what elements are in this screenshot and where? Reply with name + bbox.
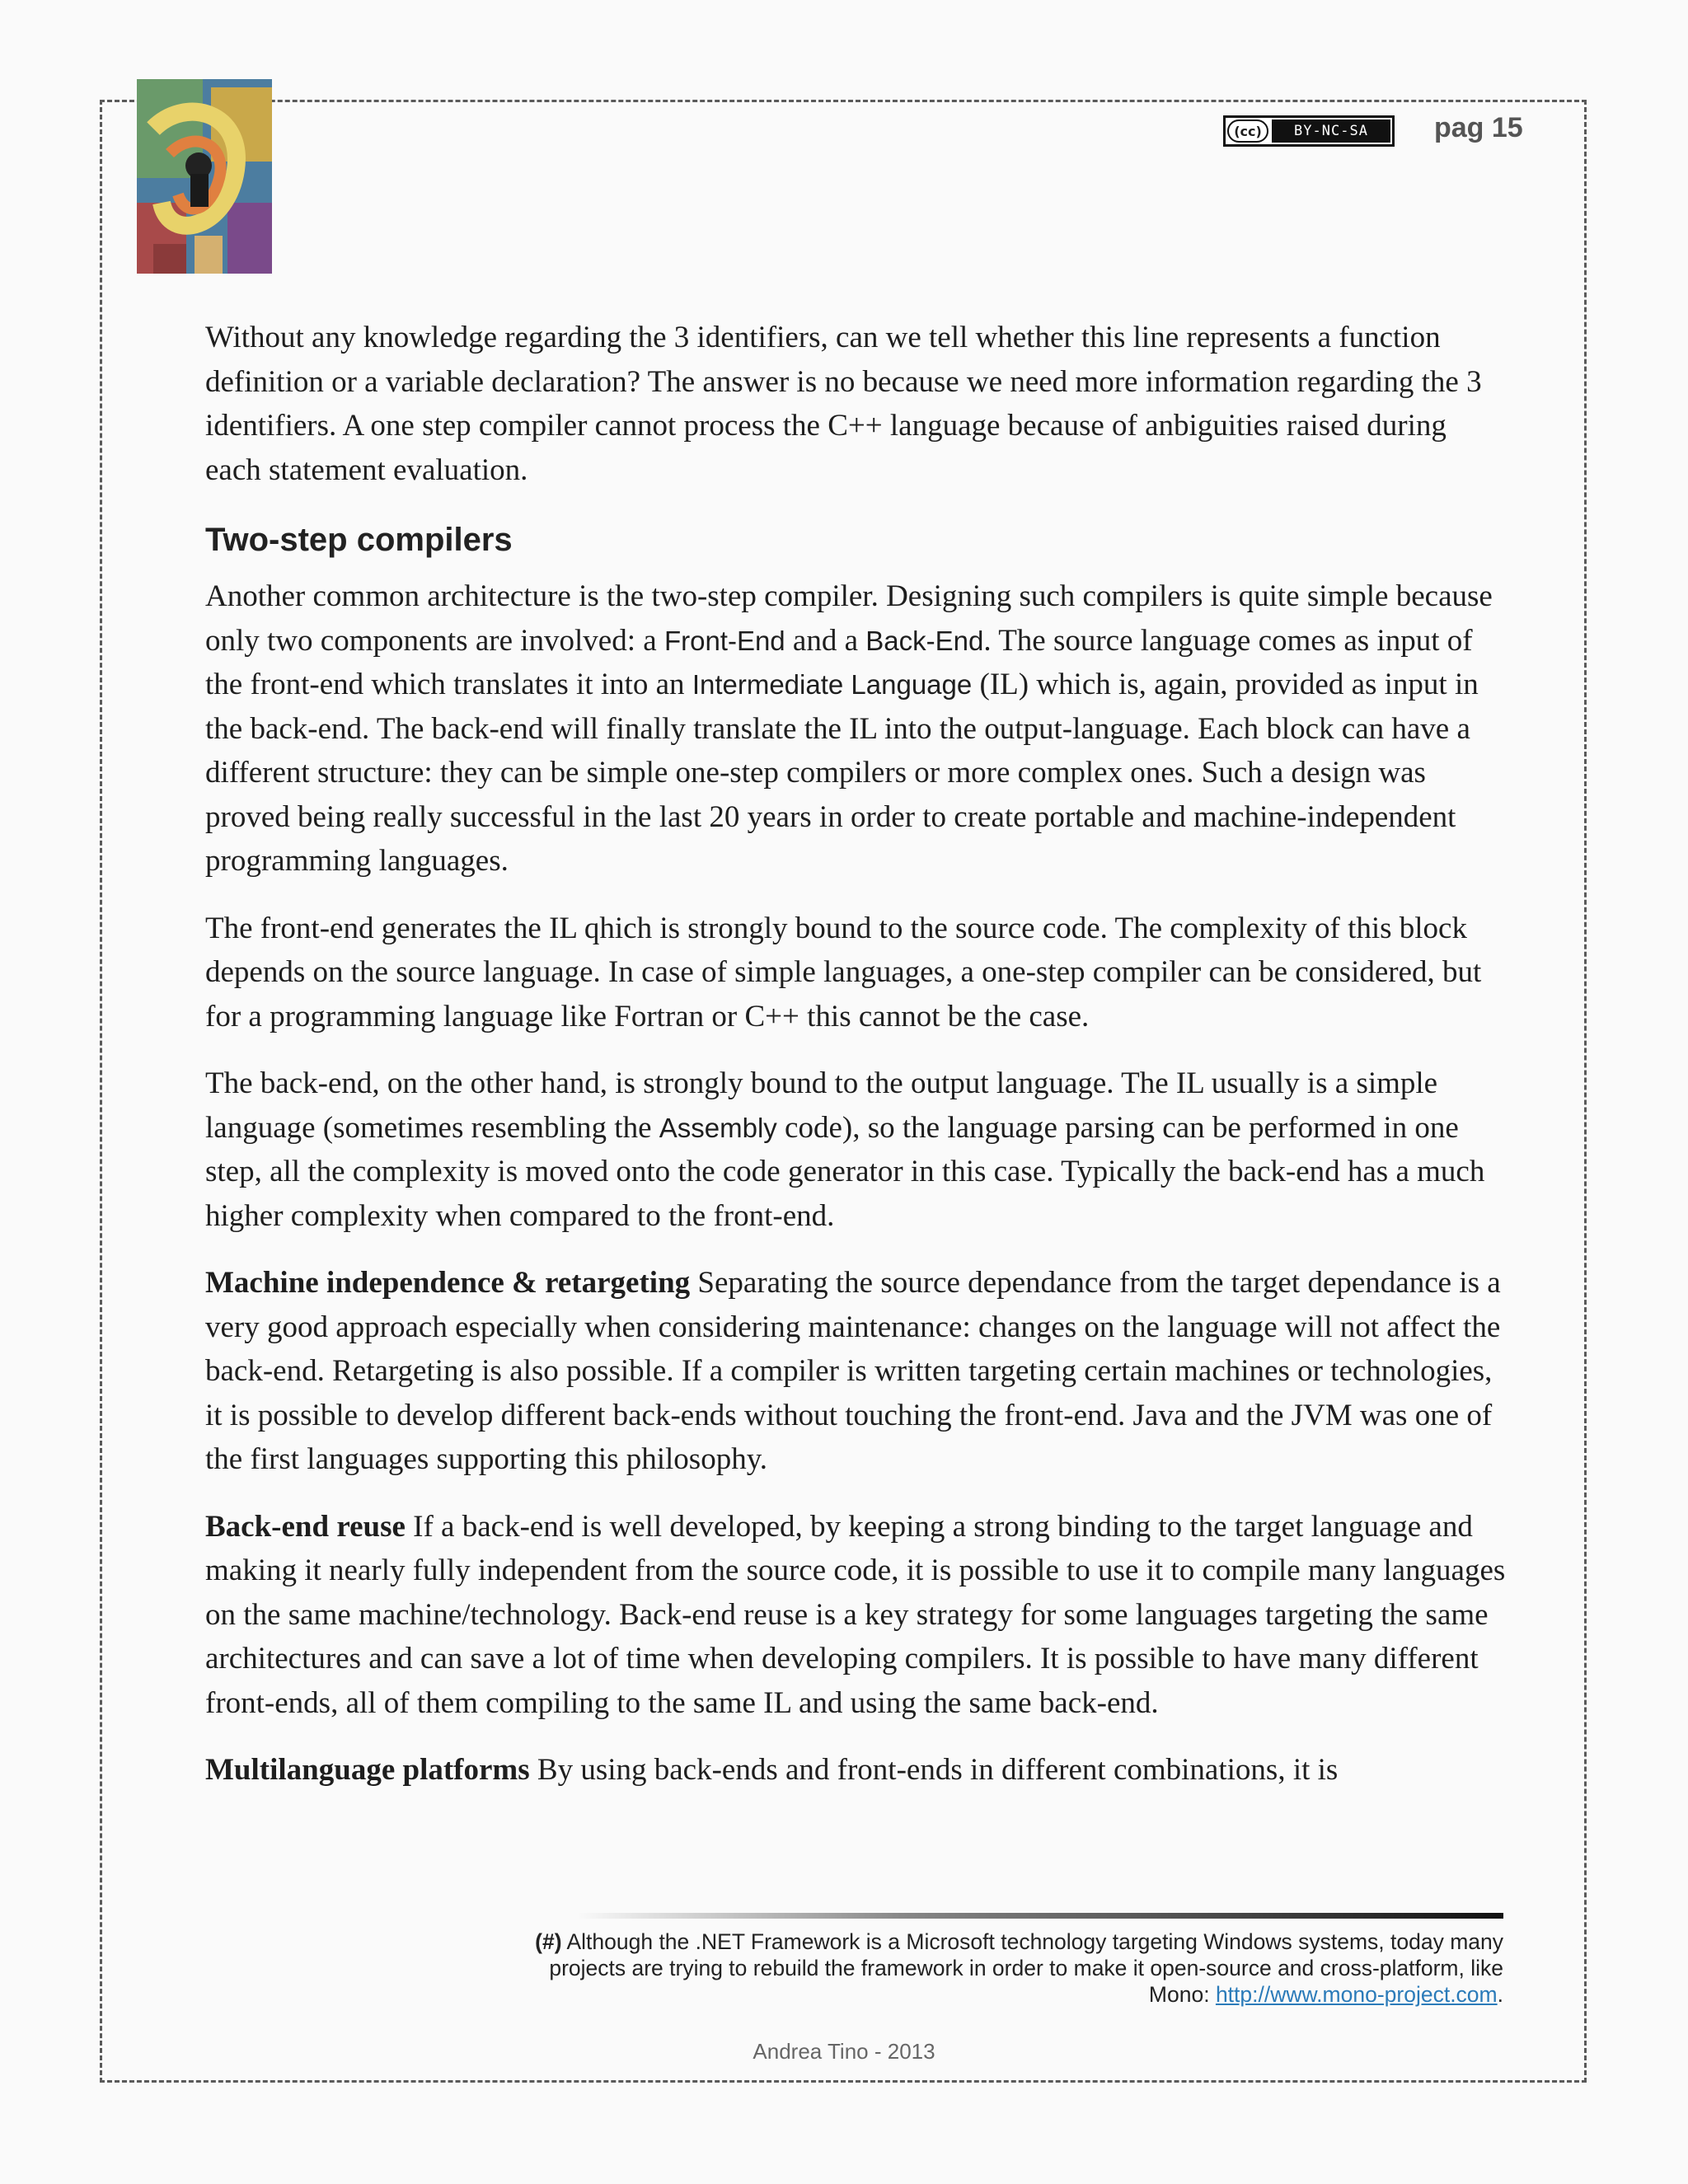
paragraph-multilanguage: Multilanguage platforms By using back-ends and front-ends in different combinations, it is xyxy=(205,1753,1339,1787)
term-back-end: Back-End xyxy=(865,625,984,656)
paragraph-intro: Without any knowledge regarding the 3 identifiers, can we tell whether this line represents a function definition or a variable declaration? The answer is no because we need more information regarding the 3 identifiers. A one step compiler cannot process the C++ language because of anbiguities raised during each statement evaluation. xyxy=(205,321,1482,487)
footnote-marker: (#) xyxy=(535,1929,562,1954)
paragraph-machine-independence: Machine independence & retargeting Separating the source dependance from the target dependance is a very good approach especially when considering maintenance: changes on the language will not affect the back-end. Retargeting is also possible. If a compiler is written targeting certain machines or technologies, it is possible to develop different back-ends without touching the front-end. Java and the JVM was one of the first languages supporting this philosophy. xyxy=(205,1266,1501,1476)
cc-license-badge xyxy=(1223,115,1395,147)
lead-machine-independence: Machine independence & retargeting xyxy=(205,1266,691,1300)
paragraph-back-end: The back-end, on the other hand, is strongly bound to the output language. The IL usually is a simple language (sometimes resembling the Assembly code), so the language parsing can be performed in one step, all the complexity is moved onto the code generator in this case. Typically the back-end has a much higher complexity when compared to the front-end. xyxy=(205,1066,1485,1233)
paragraph-front-end: The front-end generates the IL qhich is strongly bound to the source code. The complexity of this block depends on the source language. In case of simple languages, a one-step compiler can be considered, but for a programming language like Fortran or C++ this cannot be the case. xyxy=(205,911,1482,1033)
cc-license-terms: BY-NC-SA xyxy=(1272,120,1390,143)
paragraph-architecture: Another common architecture is the two-step compiler. Designing such compilers is quite simple because only two components are involved: a Front-End and a Back-End. The source language comes as input of the front-end which translates it into an Intermediate Language (IL) which is, again, provided as input in the back-end. The back-end will finally translate the IL into the output-language. Each block can have a different structure: they can be simple one-step compilers or more complex ones. Such a design was proved being really successful in the last 20 years in order to create portable and machine-independent programming languages. xyxy=(205,579,1493,878)
page-number: pag 15 xyxy=(1434,112,1523,143)
footnote: (#) Although the .NET Framework is a Microsoft technology targeting Windows systems, today many projects are trying to rebuild the framework in order to make it open-source and cross-platform, like Mono: http://www.mono-project.com. xyxy=(535,1929,1503,2007)
lead-back-end-reuse: Back-end reuse xyxy=(205,1509,406,1544)
section-heading: Two-step compilers xyxy=(205,522,513,558)
lead-multilanguage-platforms: Multilanguage platforms xyxy=(205,1753,530,1787)
cc-logo: (cc) xyxy=(1227,120,1268,143)
book-cover-thumbnail xyxy=(137,79,272,274)
footnote-separator xyxy=(577,1913,1503,1919)
mono-project-link[interactable]: http://www.mono-project.com xyxy=(1215,1982,1498,2007)
term-assembly: Assembly xyxy=(659,1112,777,1143)
author-credit: Andrea Tino - 2013 xyxy=(753,2039,935,2064)
term-intermediate-language: Intermediate Language xyxy=(692,669,973,700)
main-content xyxy=(205,316,1507,1816)
paragraph-back-end-reuse: Back-end reuse If a back-end is well developed, by keeping a strong binding to the target language and making it nearly fully independent from the source code, it is possible to use it to compile many languages on the same machine/technology. Back-end reuse is a key strategy for some languages targeting the same architectures and can save a lot of time when developing compilers. It is possible to have many different front-ends, all of them compiling to the same IL and using the same back-end. xyxy=(205,1509,1506,1720)
term-front-end: Front-End xyxy=(663,625,785,656)
